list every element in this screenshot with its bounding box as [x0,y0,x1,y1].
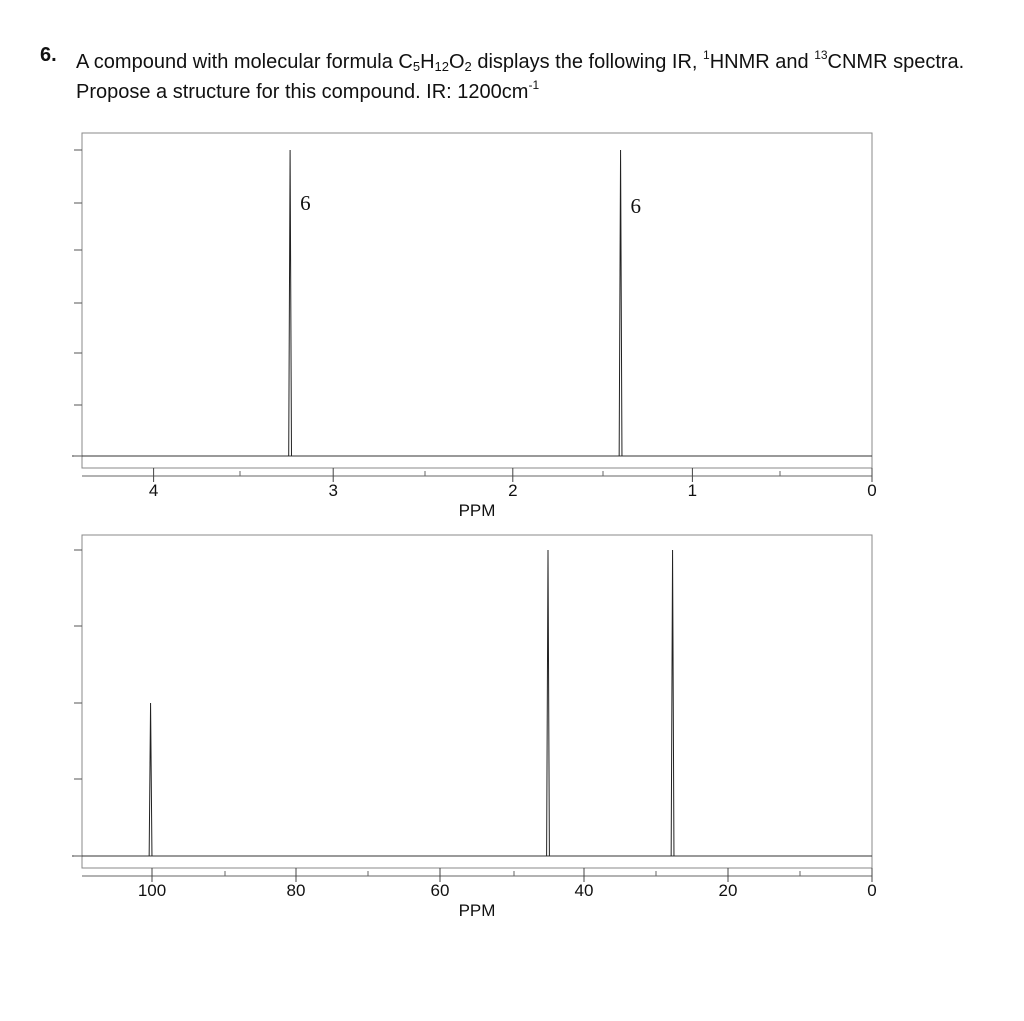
h-nmr-peak [619,150,622,456]
h-nmr-x-tick-label: 0 [867,481,877,500]
h-nmr-x-tick-label: 4 [148,481,159,500]
c-nmr-x-tick-label: 60 [430,881,450,900]
question-text-part: Propose a structure for this compound. IR: 1200cm [76,81,529,103]
subscript: 12 [434,59,449,74]
h-nmr-x-tick-label: 3 [328,481,338,500]
h-nmr-peak-integration-label: 6 [300,191,311,215]
c-nmr-x-tick-label: 40 [574,881,594,900]
h-nmr-x-axis-label: PPM [458,501,496,520]
c-nmr-x-tick-label: 20 [718,881,738,900]
h-nmr-x-tick-label: 1 [687,481,698,500]
h-nmr-plot-frame [82,133,872,468]
c-nmr-x-tick-label: 80 [286,881,306,900]
question-text-part: CNMR spectra. [827,51,965,73]
subscript: 2 [464,59,472,74]
subscript: 5 [412,59,421,74]
c-nmr-plot-frame [82,535,872,868]
superscript: -1 [528,78,540,92]
question-number: 6. [40,44,57,66]
h-nmr-peak [289,150,292,456]
c-nmr-peak [547,550,550,856]
question-text-part: O [448,51,465,73]
c-nmr-peak [149,703,152,856]
question-text-part: displays the following IR, [471,51,704,73]
c-nmr-x-tick-label: 100 [137,881,167,900]
superscript: 13 [814,48,828,62]
c-nmr-x-axis-label: PPM [458,901,496,920]
h-nmr-x-tick-label: 2 [508,481,518,500]
c-nmr-x-tick-label: 0 [867,881,877,900]
superscript: 1 [703,48,710,62]
h-nmr-peak-integration-label: 6 [630,194,642,218]
question-text-part: A compound with molecular formula C [76,51,413,73]
c-nmr-peak [671,550,674,856]
question-text-part: HNMR and [709,51,815,73]
question-text-part: H [420,51,435,73]
